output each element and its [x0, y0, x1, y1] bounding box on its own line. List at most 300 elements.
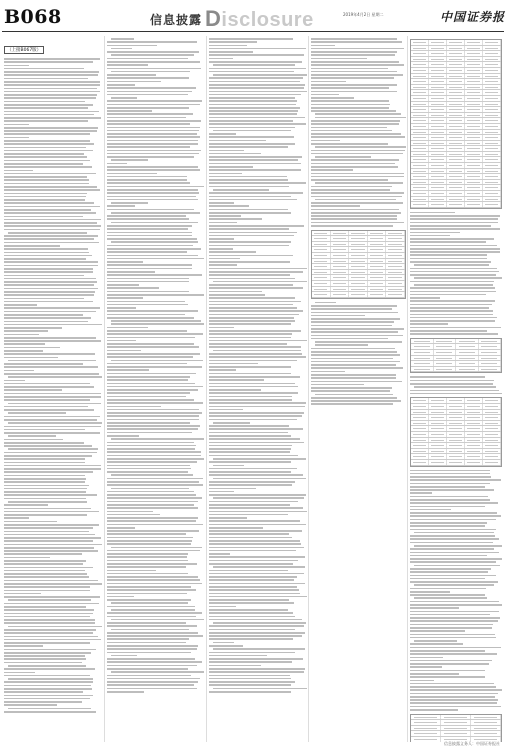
- text-line: [107, 337, 195, 339]
- text-line: [4, 455, 92, 457]
- text-line: [209, 474, 303, 476]
- text-line: [209, 100, 297, 102]
- table-cell: [465, 449, 483, 454]
- text-line: [311, 381, 402, 383]
- text-line: [4, 281, 97, 283]
- text-line: [209, 438, 300, 440]
- text-line: [4, 275, 84, 277]
- text-line: [311, 371, 345, 373]
- text-line: [410, 489, 494, 491]
- text-line: [111, 547, 202, 549]
- text-line: [4, 150, 93, 152]
- text-line: [4, 156, 87, 158]
- text-line: [107, 573, 188, 575]
- table-cell: [411, 432, 429, 437]
- text-line: [410, 634, 495, 636]
- table-cell: [312, 264, 331, 269]
- table-cell: [411, 731, 441, 736]
- text-line: [107, 550, 200, 552]
- text-line: [107, 353, 200, 355]
- text-line: [8, 435, 56, 437]
- table-cell: [447, 146, 465, 151]
- text-line: [410, 512, 497, 514]
- table-cell: [349, 242, 368, 247]
- table-row: [411, 460, 501, 466]
- table-cell: [429, 438, 447, 443]
- text-line: [4, 442, 84, 444]
- text-line: [4, 189, 100, 191]
- text-line: [213, 281, 307, 283]
- table-cell: [483, 449, 501, 454]
- text-line: [209, 48, 306, 50]
- text-line: [107, 622, 186, 624]
- text-line: [311, 176, 404, 178]
- text-line: [107, 415, 199, 417]
- text-line: [213, 422, 250, 424]
- table-cell: [483, 438, 501, 443]
- table-cell: [429, 426, 447, 431]
- text-line: [410, 506, 485, 508]
- text-line: [107, 317, 194, 319]
- table-cell: [386, 242, 405, 247]
- text-line: [209, 527, 263, 529]
- text-line: [410, 323, 448, 325]
- text-line: [209, 209, 288, 211]
- text-line: [4, 655, 85, 657]
- table-cell: [429, 40, 447, 45]
- table-cell: [465, 118, 483, 123]
- text-line: [111, 629, 190, 631]
- text-line: [410, 627, 492, 629]
- text-line: [209, 284, 293, 286]
- table-cell: [411, 90, 429, 95]
- table-cell: [368, 231, 387, 236]
- text-line: [4, 573, 87, 575]
- text-line: [4, 393, 101, 395]
- table-cell: [447, 74, 465, 79]
- table-cell: [368, 259, 387, 264]
- text-line: [209, 215, 241, 217]
- text-line: [4, 445, 92, 447]
- text-line: [315, 117, 406, 119]
- text-line: [4, 586, 90, 588]
- table-cell: [411, 141, 429, 146]
- text-line: [107, 468, 191, 470]
- text-line: [311, 77, 394, 79]
- issue-date: 2019年4月2日 星期二: [343, 12, 384, 17]
- text-line: [209, 153, 261, 155]
- text-line: [107, 678, 200, 680]
- text-line: [209, 507, 303, 509]
- text-line: [4, 301, 93, 303]
- text-line: [410, 680, 434, 682]
- table-cell: [411, 146, 429, 151]
- text-line: [410, 307, 489, 309]
- text-line: [209, 379, 264, 381]
- text-line: [107, 484, 203, 486]
- table-cell: [483, 410, 501, 415]
- text-line: [107, 478, 203, 480]
- text-line: [410, 515, 501, 517]
- text-line: [410, 281, 494, 283]
- table-cell: [471, 715, 501, 720]
- table-cell: [447, 51, 465, 56]
- text-line: [4, 386, 94, 388]
- table-cell: [483, 152, 501, 157]
- text-line: [107, 176, 187, 178]
- text-line: [4, 334, 39, 336]
- text-line: [311, 225, 393, 227]
- text-line: [4, 271, 93, 273]
- text-line: [311, 159, 399, 161]
- text-line: [209, 278, 295, 280]
- table-cell: [447, 415, 465, 420]
- table-cell: [483, 130, 501, 135]
- text-line: [107, 228, 188, 230]
- text-line: [107, 238, 197, 240]
- table-cell: [429, 113, 447, 118]
- text-line: [311, 84, 397, 86]
- text-line: [209, 91, 307, 93]
- table-cell: [434, 339, 457, 344]
- text-line: [4, 222, 97, 224]
- table-cell: [447, 62, 465, 67]
- text-line: [107, 192, 199, 194]
- text-line: [107, 530, 199, 532]
- table-cell: [331, 281, 350, 286]
- text-line: [410, 297, 440, 299]
- text-line: [4, 645, 43, 647]
- text-line: [209, 435, 291, 437]
- table-cell: [447, 185, 465, 190]
- text-line: [410, 604, 502, 606]
- text-line: [4, 84, 100, 86]
- table-cell: [349, 264, 368, 269]
- text-line: [209, 363, 258, 365]
- text-line: [107, 507, 198, 509]
- text-line: [8, 403, 101, 405]
- text-line: [209, 127, 295, 129]
- text-line: [4, 278, 96, 280]
- text-line: [209, 511, 307, 513]
- text-line: [209, 520, 300, 522]
- table-cell: [447, 410, 465, 415]
- table-cell: [483, 169, 501, 174]
- page-number: B068: [4, 6, 62, 28]
- text-line: [209, 54, 304, 56]
- table-cell: [483, 432, 501, 437]
- text-line: [414, 640, 457, 642]
- text-line: [209, 517, 247, 519]
- text-line: [209, 366, 291, 368]
- text-line: [4, 133, 90, 135]
- table-cell: [465, 460, 483, 465]
- text-line: [209, 330, 301, 332]
- table-cell: [411, 118, 429, 123]
- text-line: [209, 248, 233, 250]
- text-line: [209, 629, 295, 631]
- text-line: [209, 560, 298, 562]
- text-line: [107, 261, 143, 263]
- text-line: [4, 481, 85, 483]
- text-line: [209, 232, 297, 234]
- table-cell: [386, 287, 405, 292]
- table-cell: [465, 421, 483, 426]
- table-row: [411, 202, 501, 208]
- text-line: [107, 196, 196, 198]
- table-cell: [483, 96, 501, 101]
- text-line: [209, 291, 262, 293]
- table-cell: [447, 398, 465, 403]
- text-line: [107, 91, 192, 93]
- text-line: [4, 606, 86, 608]
- table-cell: [429, 202, 447, 207]
- text-line: [410, 693, 498, 695]
- text-line: [311, 163, 395, 165]
- table-cell: [447, 102, 465, 107]
- text-line: [311, 123, 399, 125]
- text-line: [107, 87, 196, 89]
- table-cell: [312, 292, 331, 297]
- text-line: [4, 61, 93, 63]
- text-line: [209, 599, 289, 601]
- text-line: [209, 271, 303, 273]
- table-cell: [447, 96, 465, 101]
- text-line: [311, 107, 389, 109]
- table-cell: [447, 449, 465, 454]
- text-line: [107, 497, 202, 499]
- data-table: [410, 39, 502, 209]
- text-line: [4, 396, 101, 398]
- text-line: [4, 317, 91, 319]
- table-cell: [429, 432, 447, 437]
- table-cell: [447, 118, 465, 123]
- table-cell: [456, 367, 479, 372]
- text-line: [107, 235, 192, 237]
- text-line: [4, 685, 91, 687]
- text-line: [315, 182, 403, 184]
- text-line: [107, 432, 192, 434]
- table-cell: [429, 96, 447, 101]
- text-line: [209, 255, 293, 257]
- table-cell: [465, 124, 483, 129]
- text-line: [4, 649, 96, 651]
- text-line: [8, 422, 102, 424]
- text-line: [209, 428, 303, 430]
- section-title-en: [205, 6, 314, 32]
- table-cell: [386, 281, 405, 286]
- table-cell: [312, 281, 331, 286]
- text-line: [311, 150, 405, 152]
- text-line: [4, 616, 90, 618]
- text-line: [4, 196, 86, 198]
- text-line: [107, 258, 204, 260]
- table-cell: [447, 68, 465, 73]
- text-line: [410, 215, 500, 217]
- table-cell: [447, 202, 465, 207]
- text-line: [111, 609, 195, 611]
- text-line: [4, 409, 94, 411]
- text-line: [209, 117, 305, 119]
- table-cell: [456, 356, 479, 361]
- text-line: [209, 268, 307, 270]
- text-line: [107, 346, 199, 348]
- table-cell: [483, 191, 501, 196]
- table-cell: [447, 85, 465, 90]
- text-line: [4, 343, 45, 345]
- table-cell: [411, 152, 429, 157]
- text-line: [410, 673, 459, 675]
- text-column-4: [311, 36, 406, 742]
- text-line: [209, 550, 296, 552]
- text-line: [4, 68, 84, 70]
- text-line: [8, 448, 98, 450]
- table-cell: [349, 292, 368, 297]
- text-line: [4, 701, 82, 703]
- text-line: [209, 251, 256, 253]
- text-line: [107, 599, 191, 601]
- text-line: [410, 470, 490, 472]
- text-line: [213, 642, 235, 644]
- table-cell: [465, 79, 483, 84]
- table-cell: [447, 180, 465, 185]
- text-line: [311, 331, 398, 333]
- text-line: [107, 255, 198, 257]
- text-line: [4, 609, 94, 611]
- table-cell: [411, 426, 429, 431]
- text-line: [8, 412, 66, 414]
- text-line: [209, 556, 305, 558]
- table-cell: [483, 107, 501, 112]
- table-cell: [349, 287, 368, 292]
- table-cell: [483, 404, 501, 409]
- text-line: [209, 199, 297, 201]
- table-cell: [465, 102, 483, 107]
- table-cell: [479, 350, 502, 355]
- text-line: [410, 476, 491, 478]
- text-line: [107, 166, 198, 168]
- table-cell: [471, 726, 501, 731]
- text-line: [209, 570, 288, 572]
- text-line: [107, 576, 198, 578]
- text-line: [209, 143, 295, 145]
- text-line: [311, 308, 392, 310]
- text-line: [107, 428, 198, 430]
- text-line: [4, 94, 97, 96]
- table-cell: [483, 202, 501, 207]
- text-line: [209, 619, 302, 621]
- text-line: [311, 390, 390, 392]
- text-line: [107, 471, 188, 473]
- table-cell: [411, 438, 429, 443]
- text-line: [107, 45, 157, 47]
- text-line: [209, 133, 236, 135]
- table-cell: [386, 247, 405, 252]
- text-line: [209, 225, 304, 227]
- text-line: [209, 635, 302, 637]
- text-line: [410, 660, 492, 662]
- text-line: [209, 553, 230, 555]
- text-line: [209, 419, 297, 421]
- table-cell: [483, 57, 501, 62]
- table-cell: [411, 361, 434, 366]
- text-line: [410, 300, 495, 302]
- table-cell: [411, 720, 441, 725]
- text-line: [107, 543, 191, 545]
- text-line: [4, 363, 83, 365]
- text-line: [414, 264, 489, 266]
- text-line: [311, 315, 365, 317]
- table-cell: [429, 163, 447, 168]
- text-line: [209, 196, 291, 198]
- text-line: [107, 363, 187, 365]
- table-cell: [368, 292, 387, 297]
- text-line: [410, 509, 451, 511]
- text-line: [311, 348, 395, 350]
- text-line: [8, 708, 91, 710]
- text-line: [107, 520, 196, 522]
- text-line: [107, 494, 196, 496]
- text-line: [311, 361, 400, 363]
- text-line: [209, 45, 247, 47]
- text-line: [4, 173, 96, 175]
- text-line: [107, 343, 194, 345]
- text-line: [311, 218, 397, 220]
- text-line: [4, 698, 90, 700]
- text-line: [107, 218, 189, 220]
- text-line: [107, 110, 152, 112]
- text-line: [4, 153, 84, 155]
- text-line: [4, 170, 33, 172]
- text-line: [410, 709, 458, 711]
- text-line: [4, 613, 93, 615]
- table-cell: [429, 90, 447, 95]
- text-line: [311, 74, 403, 76]
- table-cell: [441, 720, 471, 725]
- text-line: [410, 383, 493, 385]
- table-cell: [441, 726, 471, 731]
- table-cell: [429, 146, 447, 151]
- text-line: [410, 529, 496, 531]
- text-line: [209, 301, 301, 303]
- text-line: [4, 288, 98, 290]
- text-line: [414, 532, 494, 534]
- text-line: [311, 364, 396, 366]
- table-cell: [411, 180, 429, 185]
- text-line: [4, 478, 86, 480]
- table-cell: [411, 197, 429, 202]
- text-line: [315, 113, 401, 115]
- text-line: [4, 511, 99, 513]
- text-line: [213, 458, 306, 460]
- text-line: [209, 406, 305, 408]
- table-cell: [465, 85, 483, 90]
- text-line: [209, 353, 302, 355]
- text-line: [311, 335, 403, 337]
- data-table: [410, 714, 502, 742]
- text-line: [107, 189, 198, 191]
- text-line: [209, 468, 297, 470]
- text-line: [410, 271, 499, 273]
- text-line: [4, 199, 85, 201]
- text-line: [107, 688, 197, 690]
- text-line: [107, 310, 198, 312]
- text-line: [4, 675, 90, 677]
- text-line: [4, 672, 35, 674]
- text-line: [410, 492, 432, 494]
- text-line: [107, 150, 201, 152]
- text-line: [107, 330, 187, 332]
